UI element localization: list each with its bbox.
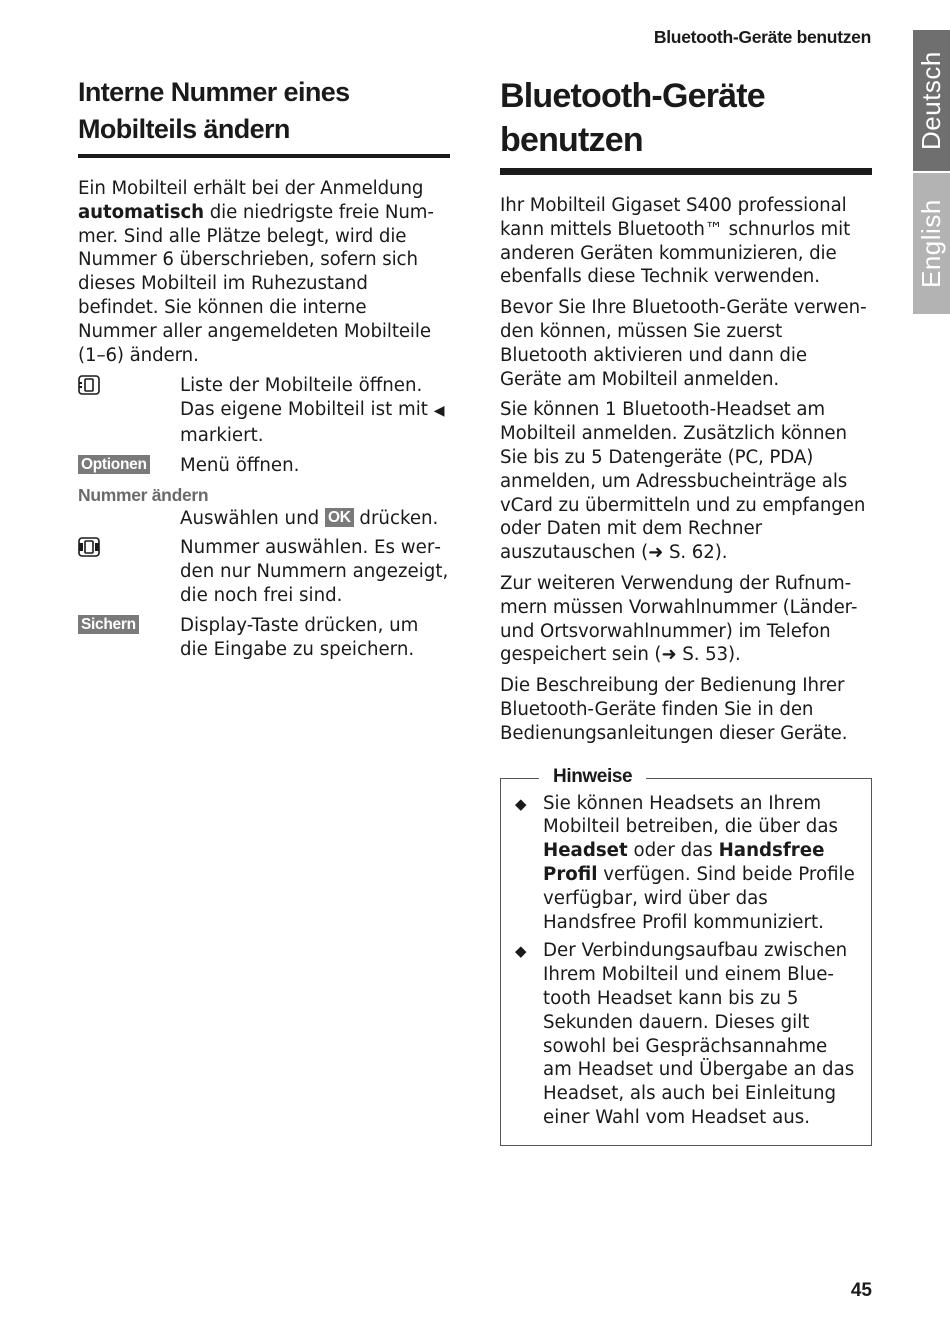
language-tabs xyxy=(913,30,950,314)
paragraph-intro: Ihr Mobilteil Gigaset S400 professional kann mittels Bluetooth™ schnurlos mit anderen Geräten kommunizieren, die ebenfalls diese Technik verwenden. xyxy=(500,195,851,288)
paragraph-activate: Bevor Sie Ihre Bluetooth-Geräte verwenden können, müssen Sie zuerst Bluetooth aktivieren und dann die Geräte am Mobilteil anmelden. xyxy=(500,297,867,390)
notes-title: Hinweise xyxy=(539,764,646,790)
tab-english[interactable]: English xyxy=(913,173,950,314)
ok-key[interactable]: OK xyxy=(325,508,354,527)
notes-box xyxy=(500,765,872,1146)
diamond-bullet-icon: ◆ xyxy=(515,794,527,813)
menu-item-nummer-aendern[interactable]: Nummer ändern xyxy=(78,484,209,505)
step-text: Liste der Mobilteile öffnen. Das eigene Mobilteil ist mit ◀ markiert. xyxy=(180,375,445,446)
step-save: Sichern Display-Taste drücken, um die Eingabe zu speichern. xyxy=(78,614,450,662)
page-reference[interactable]: ➜ S. 53). xyxy=(661,644,741,666)
section-title: Interne Nummer eines Mobilteils ändern xyxy=(78,72,450,158)
paragraph-area-codes: Zur weiteren Verwendung der Rufnummern müssen Vorwahlnummer (Länder- und Ortsvorwahlnummer) im Telefon gespeichert sein (➜ S. 53). xyxy=(500,572,858,666)
paragraph-devices: Sie können 1 Bluetooth-Headset am Mobilteil anmelden. Zusätzlich können Sie bis zu 5 Datengeräte (PC, PDA) anmelden, um Adressbucheinträge als vCard zu übermitteln und zu empfangen oder Daten mit dem Rechner auszutauschen (➜ S. 62). xyxy=(500,399,866,564)
tab-deutsch[interactable]: Deutsch xyxy=(913,30,950,171)
left-column xyxy=(78,72,450,667)
page-reference[interactable]: ➜ S. 62). xyxy=(648,542,728,564)
step-select-number: Nummer auswählen. Es werden nur Nummern angezeigt, die noch frei sind. xyxy=(78,536,450,607)
intro-paragraph: Ein Mobilteil erhält bei der Anmeldung automatisch die niedrigste freie Nummer. Sind alle Plätze belegt, wird die Nummer 6 überschrieben, sofern sich dieses Mobilteil im Ruhezustand befindet. Sie können die interne Nummer aller angemeldeten Mobilteile (1–6) ändern. xyxy=(78,178,434,366)
note-item: ◆ Der Verbindungsaufbau zwischen Ihrem Mobilteil und einem Bluetooth Headset kann bis zu 5 Sekunden dauern. Dieses gilt sowohl bei Gesprächsannahme am Headset und Übergabe an das Headset, als auch bei Einleitung einer Wahl vom Headset aus. xyxy=(515,940,855,1128)
right-column xyxy=(500,70,872,1146)
up-down-navigation-icon xyxy=(78,537,100,564)
step-open-menu: Optionen Menü öffnen. xyxy=(78,454,450,478)
diamond-bullet-icon: ◆ xyxy=(515,942,527,961)
running-head: Bluetooth-Geräte benutzen xyxy=(653,27,871,47)
note-item: ◆ Sie können Headsets an Ihrem Mobilteil betreiben, die über das Headset oder das Handsfree Profil verfügen. Sind beide Profile verfügbar, wird über das Handsfree Profil kommuniziert. xyxy=(515,792,855,933)
step-select: Auswählen und OK drücken. xyxy=(180,507,439,529)
sichern-key[interactable]: Sichern xyxy=(78,615,139,634)
paragraph-manuals: Die Beschreibung der Bedienung Ihrer Bluetooth-Geräte finden Sie in den Bedienungsanleitungen dieser Geräte. xyxy=(500,675,848,744)
marker-arrow-icon: ◀ xyxy=(433,403,445,420)
step-open-list xyxy=(78,374,450,447)
page-title: Bluetooth-Geräte benutzen xyxy=(500,70,872,175)
handset-list-icon xyxy=(78,375,100,402)
optionen-key[interactable]: Optionen xyxy=(78,455,150,474)
page-number: 45 xyxy=(850,1280,872,1301)
